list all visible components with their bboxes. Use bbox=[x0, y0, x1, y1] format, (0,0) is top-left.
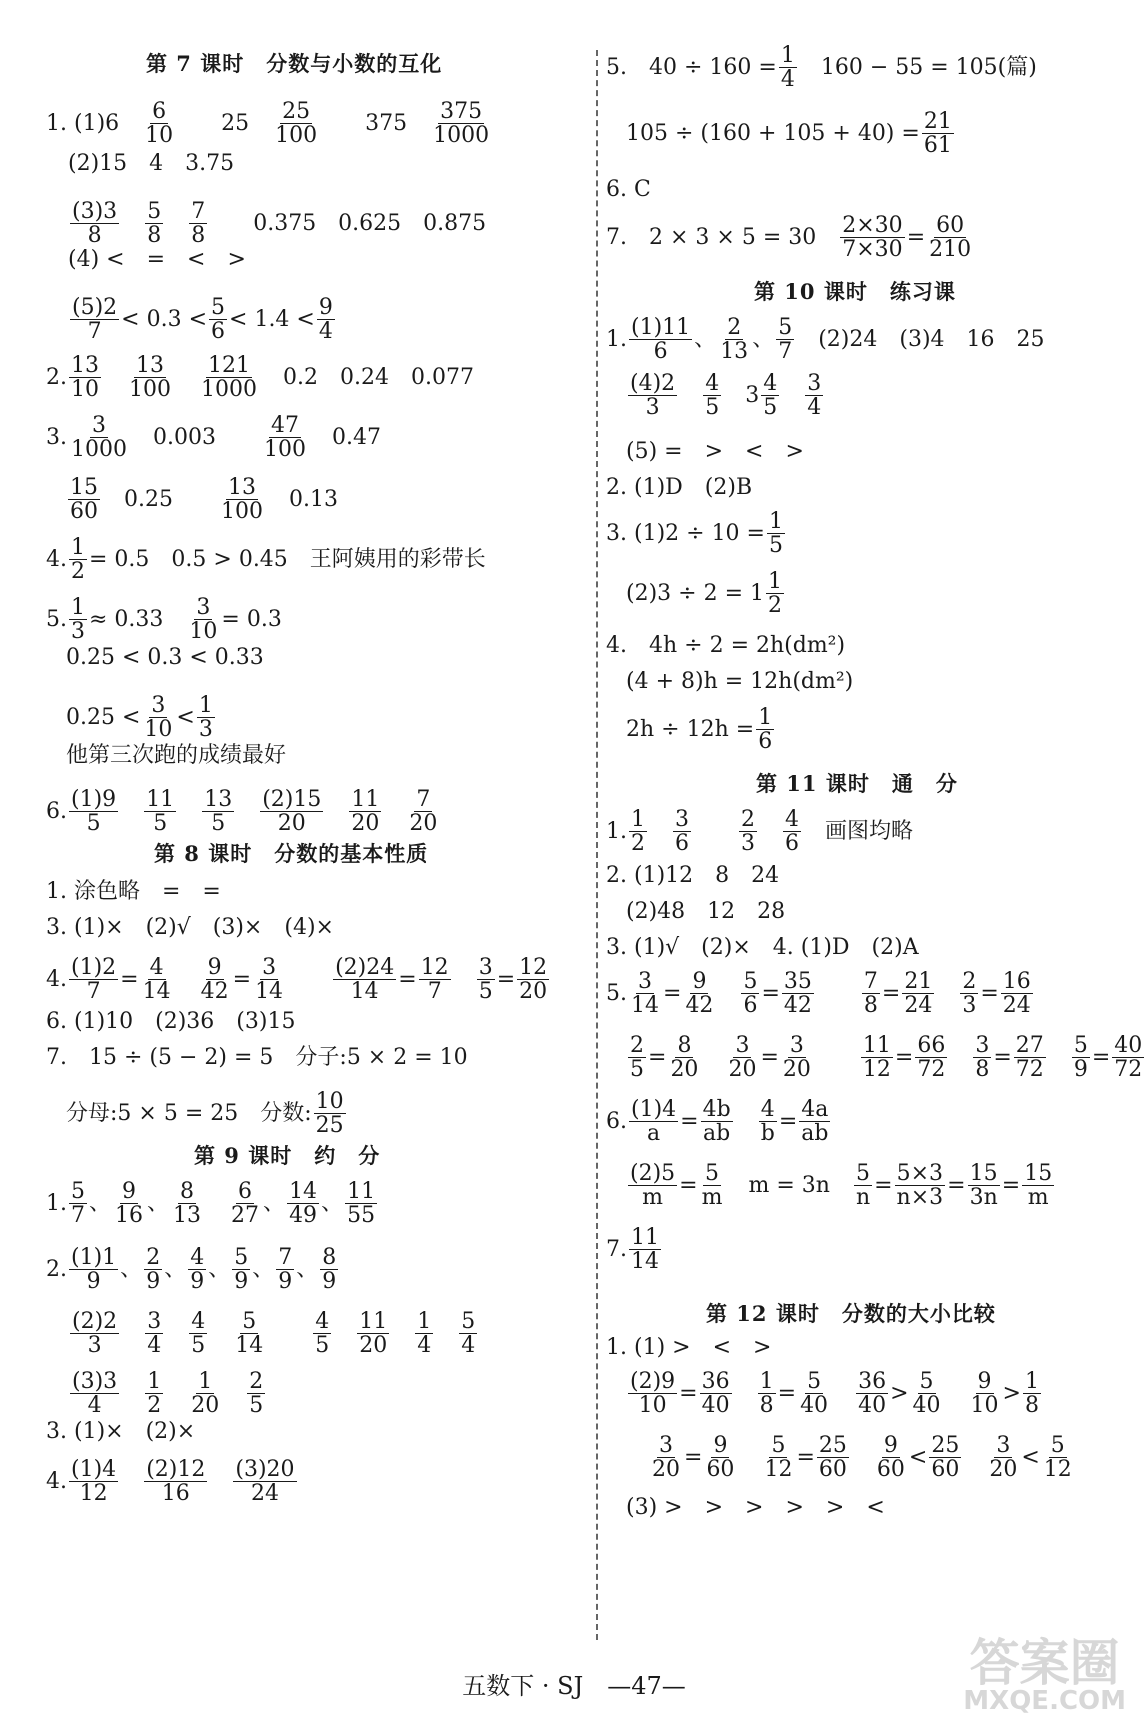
fraction: $\frac{5}{6}$ bbox=[743, 969, 758, 1019]
fraction: $\frac{60}{210}$ bbox=[929, 213, 972, 263]
answer-line: $\frac{(4)2}{3}$ $\frac{4}{5}$ 3 $\frac{4}{5}$ $\frac{3}{4}$ bbox=[630, 371, 822, 421]
fraction: $\frac{(2)2}{3}$ bbox=[72, 1309, 118, 1359]
fraction: $\frac{35}{42}$ bbox=[783, 969, 812, 1019]
fraction: $\frac{1}{4}$ bbox=[417, 1309, 432, 1359]
answer-line: 他第三次跑的成绩最好 bbox=[66, 743, 287, 768]
answer-line: 1. (1)6 $\frac{6}{10}$ 25 $\frac{25}{100}$ 375 $\frac{375}{1000}$ bbox=[46, 99, 490, 149]
fraction: $\frac{66}{72}$ bbox=[917, 1033, 946, 1083]
answer-line: 4. 4h ÷ 2 = 2h(dm²) bbox=[606, 633, 846, 658]
section-heading: 第 12 课时 分数的大小比较 bbox=[706, 1301, 996, 1326]
answer-line: 5. $\frac{3}{14}$ = $\frac{9}{42}$ $\frac{5}{6}$ = $\frac{35}{42}$ $\frac{7}{8}$ = $\frac{21}{24}$ $\frac{2}{3}$ = $\frac{16}{24}$ bbox=[606, 969, 1031, 1019]
fraction: $\frac{(2)24}{14}$ bbox=[335, 955, 395, 1005]
fraction: $\frac{13}{100}$ bbox=[129, 353, 172, 403]
fraction: $\frac{3}{10}$ bbox=[189, 595, 218, 645]
fraction: $\frac{11}{5}$ bbox=[146, 787, 175, 837]
fraction: $\frac{4}{b}$ bbox=[760, 1097, 775, 1147]
fraction: $\frac{(1)4}{12}$ bbox=[71, 1457, 117, 1507]
fraction: $\frac{4}{5}$ bbox=[705, 371, 720, 421]
fraction: $\frac{1}{3}$ bbox=[198, 693, 213, 743]
fraction: $\frac{15}{3n}$ bbox=[969, 1161, 998, 1211]
answer-line: 105 ÷ (160 + 105 + 40) = $\frac{21}{61}$ bbox=[626, 109, 952, 159]
fraction: $\frac{1}{2}$ bbox=[71, 535, 85, 585]
fraction: $\frac{3}{20}$ bbox=[989, 1433, 1018, 1483]
fraction: $\frac{6}{27}$ bbox=[231, 1179, 260, 1229]
page-footer: 五数下 · SJ —47— bbox=[462, 1672, 686, 1700]
section-heading: 第 9 课时 约 分 bbox=[194, 1143, 381, 1168]
fraction: $\frac{2}{3}$ bbox=[741, 807, 756, 857]
answer-line: 7. 2 × 3 × 5 = 30 $\frac{2\times 30}{7\times 30}$ = $\frac{60}{210}$ bbox=[606, 213, 972, 263]
fraction: $\frac{13}{5}$ bbox=[204, 787, 233, 837]
answer-line: (2)3 ÷ 2 = 1 $\frac{1}{2}$ bbox=[626, 569, 782, 619]
fraction: $\frac{5}{14}$ bbox=[235, 1309, 264, 1359]
fraction: $\frac{3}{10}$ bbox=[144, 693, 173, 743]
fraction: $\frac{13}{10}$ bbox=[71, 353, 99, 403]
fraction: $\frac{9}{10}$ bbox=[970, 1369, 999, 1419]
answer-line: $\frac{(2)5}{m}$ = $\frac{5}{m}$ m = 3n $\frac{5}{n}$ = $\frac{5\times 3}{n\times 3}$ = $\frac{15}{3n}$ = $\frac{15}{m}$ bbox=[630, 1161, 1053, 1211]
answer-line: 3. (1)√ (2)× 4. (1)D (2)A bbox=[606, 935, 919, 960]
answer-line: 7. 15 ÷ (5 − 2) = 5 分子:5 × 2 = 10 bbox=[46, 1045, 468, 1070]
answer-line: (4 + 8)h = 12h(dm²) bbox=[626, 669, 854, 694]
fraction: $\frac{5}{9}$ bbox=[234, 1245, 249, 1295]
answer-line: (2)48 12 28 bbox=[626, 899, 786, 924]
fraction: $\frac{3}{6}$ bbox=[675, 807, 690, 857]
fraction: $\frac{1}{8}$ bbox=[1024, 1369, 1039, 1419]
watermark-url: MXQE.COM bbox=[963, 1686, 1126, 1716]
fraction: $\frac{25}{60}$ bbox=[818, 1433, 847, 1483]
fraction: $\frac{(3)3}{8}$ bbox=[72, 199, 118, 249]
answer-line: 6. (1)10 (2)36 (3)15 bbox=[46, 1009, 296, 1034]
fraction: $\frac{8}{13}$ bbox=[173, 1179, 202, 1229]
fraction: $\frac{5}{n}$ bbox=[855, 1161, 871, 1211]
answer-line: 0.25 < $\frac{3}{10}$ < $\frac{1}{3}$ bbox=[66, 693, 213, 743]
fraction: $\frac{5}{40}$ bbox=[912, 1369, 941, 1419]
fraction: $\frac{4}{5}$ bbox=[315, 1309, 330, 1359]
answer-line: (4) < = < > bbox=[68, 247, 246, 272]
fraction: $\frac{1}{2}$ bbox=[768, 569, 782, 619]
fraction: $\frac{4a}{ab}$ bbox=[801, 1097, 829, 1147]
fraction: $\frac{9}{4}$ bbox=[318, 295, 333, 345]
answer-line: (2)15 4 3.75 bbox=[68, 151, 235, 176]
fraction: $\frac{8}{20}$ bbox=[670, 1033, 699, 1083]
answer-line: $\frac{2}{5}$ = $\frac{8}{20}$ $\frac{3}{20}$ = $\frac{3}{20}$ $\frac{11}{12}$ = $\frac{66}{72}$ $\frac{3}{8}$ = $\frac{27}{72}$ $\frac{5}{9}$ = $\frac{40}{72}$ bbox=[630, 1033, 1143, 1083]
fraction: $\frac{3}{8}$ bbox=[975, 1033, 990, 1083]
answer-line: 2h ÷ 12h = $\frac{1}{6}$ bbox=[626, 705, 773, 755]
answer-line: (5) = > < > bbox=[626, 439, 804, 464]
answer-line: 6. $\frac{(1)9}{5}$ $\frac{11}{5}$ $\frac{13}{5}$ $\frac{(2)15}{20}$ $\frac{11}{20}$ $\frac{7}{20}$ bbox=[46, 787, 438, 837]
answer-line: 4. $\frac{(1)4}{12}$ $\frac{(2)12}{16}$ $\frac{(3)20}{24}$ bbox=[46, 1457, 295, 1507]
answer-line: $\frac{3}{20}$ = $\frac{9}{60}$ $\frac{5}{12}$ = $\frac{25}{60}$ $\frac{9}{60}$ < $\frac{25}{60}$ $\frac{3}{20}$ < $\frac{5}{12}$ bbox=[652, 1433, 1072, 1483]
answer-line: 6. C bbox=[606, 177, 651, 202]
section-heading: 第 8 课时 分数的基本性质 bbox=[154, 841, 429, 866]
fraction: $\frac{9}{60}$ bbox=[706, 1433, 735, 1483]
fraction: $\frac{1}{4}$ bbox=[780, 43, 795, 93]
fraction: $\frac{2}{13}$ bbox=[720, 315, 749, 365]
fraction: $\frac{(2)12}{16}$ bbox=[146, 1457, 206, 1507]
fraction: $\frac{1}{2}$ bbox=[147, 1369, 162, 1419]
fraction: $\frac{1}{2}$ bbox=[631, 807, 645, 857]
fraction: $\frac{7}{20}$ bbox=[409, 787, 438, 837]
fraction: $\frac{(4)2}{3}$ bbox=[630, 371, 676, 421]
fraction: $\frac{13}{100}$ bbox=[221, 475, 263, 525]
fraction: $\frac{5}{9}$ bbox=[1073, 1033, 1088, 1083]
answer-line bbox=[68, 1310, 479, 1357]
fraction: $\frac{(2)15}{20}$ bbox=[262, 787, 322, 837]
fraction: $\frac{1}{5}$ bbox=[768, 509, 783, 559]
answer-line: 1. (1) > < > bbox=[606, 1335, 772, 1360]
answer-line: 3. (1)× (2)√ (3)× (4)× bbox=[46, 915, 334, 940]
fraction: $\frac{9}{42}$ bbox=[685, 969, 714, 1019]
answer-line: 5. $\frac{1}{3}$ ≈ 0.33 $\frac{3}{10}$ = 0.3 bbox=[46, 595, 282, 645]
fraction: $\frac{1}{6}$ bbox=[758, 705, 773, 755]
fraction: $\frac{14}{49}$ bbox=[289, 1179, 318, 1229]
answer-line: 1. $\frac{5}{7}$ 、 $\frac{9}{16}$ 、 $\frac{8}{13}$ $\frac{6}{27}$ 、 $\frac{14}{49}$ 、 $\frac{11}{55}$ bbox=[46, 1179, 376, 1229]
fraction: $\frac{6}{10}$ bbox=[145, 99, 174, 149]
fraction: $\frac{5}{6}$ bbox=[211, 295, 226, 345]
fraction: $\frac{15}{m}$ bbox=[1024, 1161, 1053, 1211]
fraction: $\frac{12}{20}$ bbox=[519, 955, 548, 1005]
answer-line: 3. (1)2 ÷ 10 = $\frac{1}{5}$ bbox=[606, 509, 783, 559]
answer-line: 1. 涂色略 = = bbox=[46, 879, 221, 904]
fraction: $\frac{11}{14}$ bbox=[631, 1225, 659, 1275]
fraction: $\frac{9}{42}$ bbox=[200, 955, 229, 1005]
fraction: $\frac{3}{14}$ bbox=[255, 955, 284, 1005]
answer-line: 4. $\frac{(1)2}{7}$ = $\frac{4}{14}$ $\frac{9}{42}$ = $\frac{3}{14}$ $\frac{(2)24}{14}$ = $\frac{12}{7}$ $\frac{3}{5}$ = $\frac{12}{20}$ bbox=[46, 955, 548, 1005]
fraction: $\frac{3}{4}$ bbox=[147, 1309, 162, 1359]
answer-line bbox=[68, 1370, 267, 1417]
fraction: $\frac{3}{20}$ bbox=[652, 1433, 680, 1483]
answer-line: 2. (1)D (2)B bbox=[606, 475, 753, 500]
answer-line: 2. (1)12 8 24 bbox=[606, 863, 780, 888]
answer-line: 4. $\frac{1}{2}$ = 0.5 0.5 > 0.45 王阿姨用的彩带长 bbox=[46, 535, 486, 585]
fraction: $\frac{3}{20}$ bbox=[782, 1033, 811, 1083]
fraction: $\frac{11}{20}$ bbox=[359, 1309, 388, 1359]
answer-line: 3. (1)× (2)× bbox=[46, 1419, 196, 1444]
fraction: $\frac{21}{61}$ bbox=[923, 109, 952, 159]
fraction: $\frac{2}{5}$ bbox=[630, 1033, 644, 1083]
answer-line: 2. $\frac{(1)1}{9}$ 、 $\frac{2}{9}$ 、 $\frac{4}{9}$ 、 $\frac{5}{9}$ 、 $\frac{7}{9}$ 、 $\frac{8}{9}$ bbox=[46, 1245, 337, 1295]
fraction: $\frac{(1)11}{6}$ bbox=[631, 315, 691, 365]
fraction: $\frac{11}{55}$ bbox=[347, 1179, 376, 1229]
answer-line: $\frac{(2)9}{10}$ = $\frac{36}{40}$ $\frac{1}{8}$ = $\frac{5}{40}$ $\frac{36}{40}$ > $\frac{5}{40}$ $\frac{9}{10}$ > $\frac{1}{8}$ bbox=[630, 1369, 1039, 1419]
fraction: $\frac{11}{20}$ bbox=[351, 787, 380, 837]
fraction: $\frac{5}{m}$ bbox=[701, 1161, 723, 1211]
fraction: $\frac{(1)9}{5}$ bbox=[71, 787, 117, 837]
fraction: $\frac{(2)5}{m}$ bbox=[630, 1161, 676, 1211]
fraction: $\frac{2}{9}$ bbox=[146, 1245, 161, 1295]
answer-line: 1. $\frac{(1)11}{6}$ 、 $\frac{2}{13}$ 、 $\frac{5}{7}$ (2)24 (3)4 16 25 bbox=[606, 315, 1045, 365]
answer-line: 分母:5 × 5 = 25 分数: $\frac{10}{25}$ bbox=[66, 1089, 344, 1139]
fraction: $\frac{36}{40}$ bbox=[858, 1369, 887, 1419]
fraction: $\frac{4b}{ab}$ bbox=[702, 1097, 731, 1147]
fraction: $\frac{9}{16}$ bbox=[115, 1179, 144, 1229]
fraction: $\frac{40}{72}$ bbox=[1114, 1033, 1143, 1083]
answer-line: 6. $\frac{(1)4}{a}$ = $\frac{4b}{ab}$ $\frac{4}{b}$ = $\frac{4a}{ab}$ bbox=[606, 1097, 829, 1147]
fraction: $\frac{7}{9}$ bbox=[278, 1245, 293, 1295]
fraction: $\frac{10}{25}$ bbox=[315, 1089, 344, 1139]
fraction: $\frac{5}{12}$ bbox=[764, 1433, 793, 1483]
answer-line: 0.25 < 0.3 < 0.33 bbox=[66, 645, 264, 670]
fraction: $\frac{(1)2}{7}$ bbox=[71, 955, 117, 1005]
fraction: $\frac{3}{14}$ bbox=[631, 969, 659, 1019]
column-divider bbox=[596, 50, 598, 1640]
fraction: $\frac{16}{24}$ bbox=[1002, 969, 1031, 1019]
section-heading: 第 7 课时 分数与小数的互化 bbox=[146, 51, 443, 76]
fraction: $\frac{3}{1000}$ bbox=[71, 413, 127, 463]
fraction: $\frac{(3)3}{4}$ bbox=[72, 1369, 118, 1419]
fraction: $\frac{11}{12}$ bbox=[862, 1033, 891, 1083]
fraction: $\frac{7}{8}$ bbox=[191, 199, 206, 249]
fraction: $\frac{(1)4}{a}$ bbox=[631, 1097, 677, 1147]
fraction: $\frac{(3)20}{24}$ bbox=[235, 1457, 295, 1507]
fraction: $\frac{4}{14}$ bbox=[142, 955, 171, 1005]
fraction: $\frac{375}{1000}$ bbox=[433, 99, 490, 149]
section-heading: 第 10 课时 练习课 bbox=[754, 279, 956, 304]
answer-line: $\frac{(5)2}{7}$ < 0.3 < $\frac{5}{6}$ < 1.4 < $\frac{9}{4}$ bbox=[72, 295, 333, 345]
answer-line: (3) > > > > > < bbox=[626, 1495, 885, 1520]
fraction: $\frac{(2)9}{10}$ bbox=[630, 1369, 676, 1419]
fraction: $\frac{4}{6}$ bbox=[785, 807, 800, 857]
fraction: $\frac{(1)1}{9}$ bbox=[71, 1245, 117, 1295]
fraction: $\frac{3}{4}$ bbox=[807, 371, 822, 421]
answer-line: 5. 40 ÷ 160 = $\frac{1}{4}$ 160 − 55 = 105(篇) bbox=[606, 43, 1037, 93]
fraction: $\frac{36}{40}$ bbox=[701, 1369, 730, 1419]
fraction: $\frac{9}{60}$ bbox=[876, 1433, 905, 1483]
watermark-logo bbox=[963, 1634, 1126, 1716]
fraction: $\frac{1}{8}$ bbox=[759, 1369, 774, 1419]
fraction: $\frac{1}{20}$ bbox=[191, 1369, 220, 1419]
fraction: $\frac{3}{20}$ bbox=[728, 1033, 757, 1083]
fraction: $\frac{5}{40}$ bbox=[800, 1369, 829, 1419]
fraction: $\frac{5}{7}$ bbox=[71, 1179, 85, 1229]
fraction: $\frac{25}{60}$ bbox=[931, 1433, 960, 1483]
fraction: $\frac{1}{3}$ bbox=[71, 595, 85, 645]
fraction: $\frac{2}{5}$ bbox=[249, 1369, 264, 1419]
answer-line: 7. $\frac{11}{14}$ bbox=[606, 1225, 659, 1275]
fraction: $\frac{5}{4}$ bbox=[461, 1309, 476, 1359]
fraction: $\frac{4}{9}$ bbox=[190, 1245, 205, 1295]
fraction: $\frac{2}{3}$ bbox=[962, 969, 977, 1019]
fraction: $\frac{47}{100}$ bbox=[263, 413, 306, 463]
fraction: $\frac{5}{7}$ bbox=[778, 315, 793, 365]
fraction: $\frac{25}{100}$ bbox=[275, 99, 318, 149]
fraction: $\frac{2\times 30}{7\times 30}$ bbox=[842, 213, 903, 263]
answer-line: 1. $\frac{1}{2}$ $\frac{3}{6}$ $\frac{2}{3}$ $\frac{4}{6}$ 画图均略 bbox=[606, 807, 914, 857]
answer-line: $\frac{(3)3}{8}$ $\frac{5}{8}$ $\frac{7}{8}$ 0.375 0.625 0.875 bbox=[72, 199, 487, 249]
fraction: $\frac{21}{24}$ bbox=[904, 969, 933, 1019]
fraction: $\frac{15}{60}$ bbox=[70, 475, 98, 525]
answer-line: $\frac{15}{60}$ 0.25 $\frac{13}{100}$ 0.13 bbox=[70, 475, 338, 525]
fraction: $\frac{5\times 3}{n\times 3}$ bbox=[896, 1161, 944, 1211]
fraction: $\frac{3}{5}$ bbox=[478, 955, 493, 1005]
section-heading: 第 11 课时 通 分 bbox=[756, 771, 958, 796]
watermark-title: 答案圈 bbox=[969, 1634, 1120, 1692]
fraction: $\frac{5}{12}$ bbox=[1043, 1433, 1072, 1483]
fraction: $\frac{5}{8}$ bbox=[147, 199, 162, 249]
fraction: $\frac{7}{8}$ bbox=[863, 969, 878, 1019]
answer-line: 3. $\frac{3}{1000}$ 0.003 $\frac{47}{100}$ 0.47 bbox=[46, 413, 381, 463]
fraction: $\frac{12}{7}$ bbox=[420, 955, 449, 1005]
answer-line: 2. $\frac{13}{10}$ $\frac{13}{100}$ $\frac{121}{1000}$ 0.2 0.24 0.077 bbox=[46, 353, 474, 403]
fraction: $\frac{(5)2}{7}$ bbox=[72, 295, 118, 345]
fraction: $\frac{121}{1000}$ bbox=[201, 353, 258, 403]
fraction: $\frac{4}{5}$ bbox=[191, 1309, 206, 1359]
fraction: $\frac{27}{72}$ bbox=[1015, 1033, 1044, 1083]
fraction: $\frac{4}{5}$ bbox=[763, 371, 778, 421]
fraction: $\frac{8}{9}$ bbox=[322, 1245, 337, 1295]
